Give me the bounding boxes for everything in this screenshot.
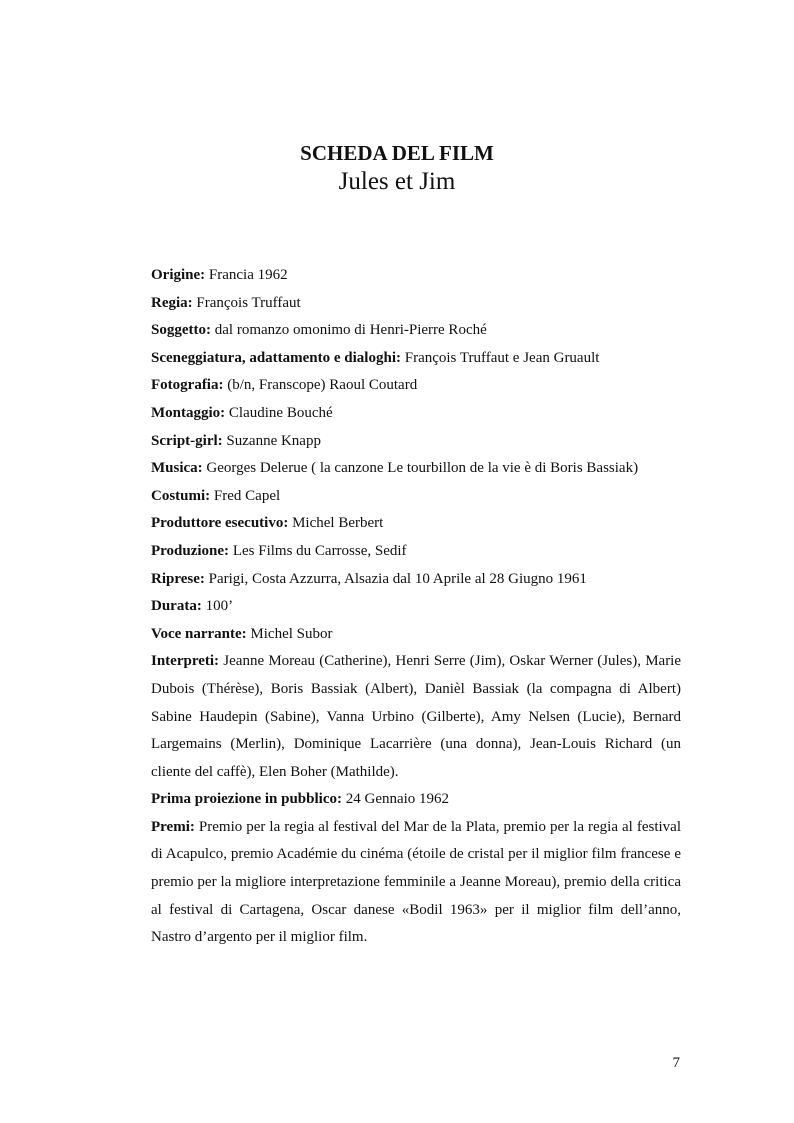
detail-durata — [151, 593, 681, 621]
detail-value: Suzanne Knapp — [226, 432, 321, 449]
detail-riprese — [151, 566, 681, 594]
detail-value: 100’ — [205, 598, 234, 615]
detail-label: Costumi: — [151, 487, 211, 504]
detail-value: Les Films du Carrosse, Sedif — [232, 542, 407, 559]
detail-label: Produzione: — [151, 542, 230, 559]
page-heading: SCHEDA DEL FILM — [300, 141, 494, 165]
detail-musica — [151, 455, 681, 483]
detail-value: Jeanne Moreau (Catherine), Henri Serre (Jim), Oskar Werner (Jules), Marie Dubois (Thérèse), Boris Bassiak (Albert), Danièl Bassiak (la compagna di Albert) Sabine Haudepin (Sabine), Vanna Urbino (Gilberte), Amy Nelsen (Lucie), Bernard Largemains (Merlin), Dominique Lacarrière (una donna), Jean-Louis Richard (un cliente del caffè), Elen Boher (Mathilde). — [151, 653, 682, 780]
detail-label: Soggetto: — [151, 322, 211, 339]
detail-value: Fred Capel — [213, 487, 281, 504]
detail-value: Premio per la regia al festival del Mar de la Plata, premio per la regia al festival di Acapulco, premio Académie du cinéma (étoile de cristal per il miglior film francese e premio per la migliore interpretazione femminile a Jeanne Moreau), premio della critica al festival di Cartagena, Oscar danese «Bodil 1963» per il miglior film dell’anno, Nastro d’argento per il miglior film. — [151, 818, 681, 946]
film-details-list — [151, 262, 681, 952]
detail-label: Sceneggiatura, adattamento e dialoghi: — [151, 349, 401, 366]
detail-label: Voce narrante: — [151, 625, 247, 642]
detail-value: 24 Gennaio 1962 — [345, 791, 450, 808]
detail-label: Musica: — [151, 460, 203, 477]
detail-produzione — [151, 538, 681, 566]
detail-value: Francia 1962 — [208, 267, 288, 283]
detail-label: Produttore esecutivo: — [151, 515, 289, 532]
detail-script-girl — [151, 428, 681, 456]
detail-interpreti — [151, 648, 681, 786]
detail-value: François Truffaut — [196, 294, 301, 311]
detail-prima-proiezione — [151, 786, 681, 814]
detail-value: François Truffaut e Jean Gruault — [404, 349, 600, 366]
detail-fotografia — [151, 372, 681, 400]
detail-origine — [151, 262, 681, 290]
detail-regia — [151, 290, 681, 318]
detail-label: Montaggio: — [151, 404, 226, 421]
page-number: 7 — [672, 1055, 680, 1071]
detail-value: dal romanzo omonimo di Henri-Pierre Roché — [214, 322, 487, 339]
detail-label: Premi: — [151, 818, 195, 835]
detail-label: Riprese: — [151, 570, 205, 587]
detail-label: Interpreti: — [151, 653, 220, 670]
detail-label: Durata: — [151, 598, 202, 615]
detail-label: Fotografia: — [151, 377, 224, 394]
detail-value: (b/n, Franscope) Raoul Coutard — [227, 377, 418, 394]
detail-soggetto — [151, 317, 681, 345]
detail-montaggio — [151, 400, 681, 428]
detail-value: Michel Subor — [250, 625, 333, 642]
detail-label: Origine: — [151, 267, 206, 283]
film-title: Jules et Jim — [338, 168, 456, 195]
detail-produttore-esecutivo — [151, 510, 681, 538]
detail-voce-narrante — [151, 621, 681, 649]
title-block — [0, 140, 794, 197]
detail-costumi — [151, 483, 681, 511]
detail-value: Claudine Bouché — [228, 404, 333, 421]
detail-sceneggiatura — [151, 345, 681, 373]
detail-value: Parigi, Costa Azzurra, Alsazia dal 10 Aprile al 28 Giugno 1961 — [208, 570, 587, 587]
detail-label: Prima proiezione in pubblico: — [151, 791, 342, 808]
detail-premi — [151, 814, 681, 952]
detail-label: Script-girl: — [151, 432, 223, 449]
detail-value: Georges Delerue ( la canzone Le tourbillon de la vie è di Boris Bassiak) — [206, 460, 639, 477]
detail-label: Regia: — [151, 294, 193, 311]
detail-value: Michel Berbert — [292, 515, 384, 532]
